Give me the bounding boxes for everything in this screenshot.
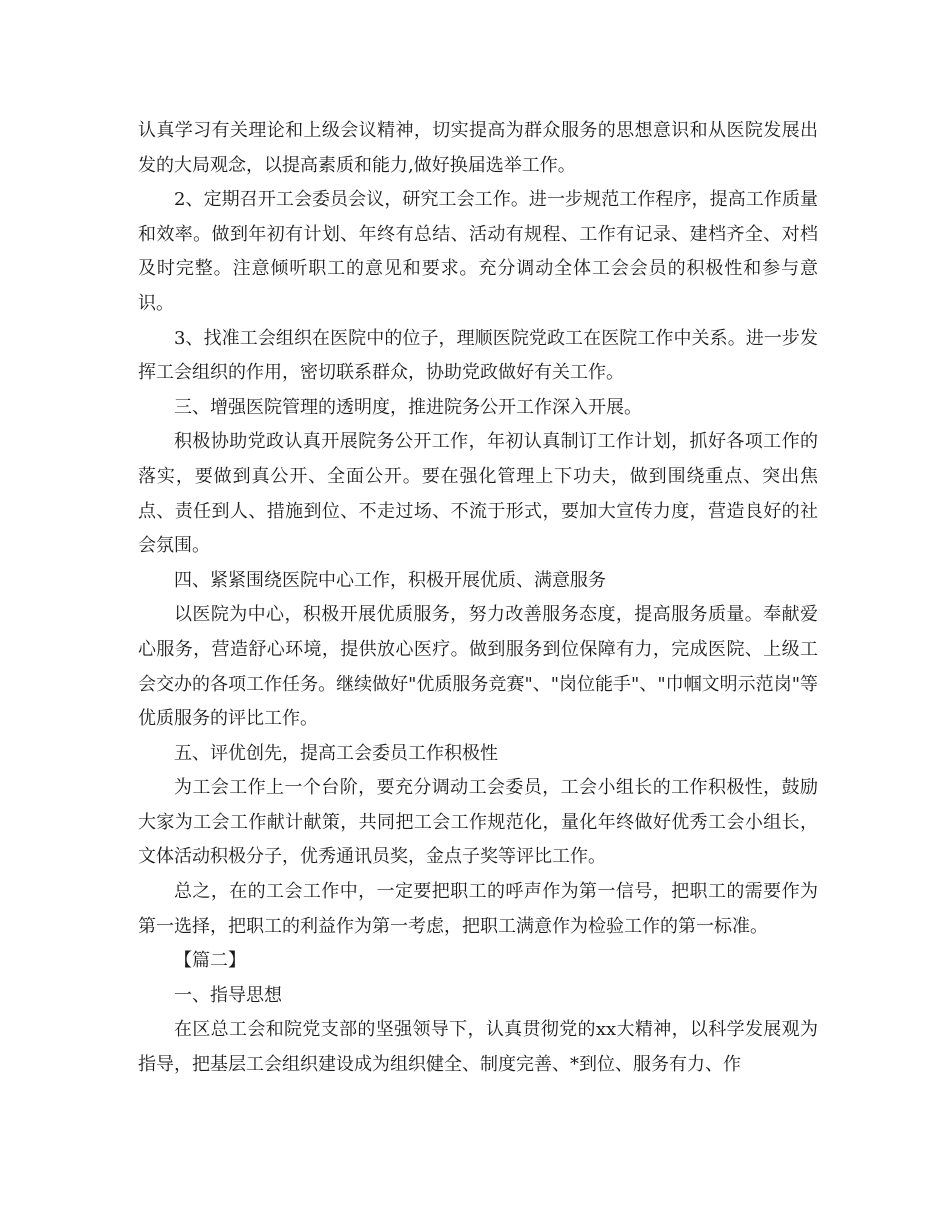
paragraph-3: 3、找准工会组织在医院中的位子，理顺医院党政工在医院工作中关系。进一步发挥工会组织的作用，密切联系群众，协助党政做好有关工作。 [138,327,818,384]
paragraph-7: 以医院为中心，积极开展优质服务，努力改善服务态度，提高服务质量。奉献爱心服务，营造舒心环境，提供放心医疗。做到服务到位保障有力，完成医院、上级工会交办的各项工作任务。继续做好"优质服务竞赛"、"岗位能手"、"巾帼文明示范岗"等优质服务的评比工作。 [138,604,818,730]
paragraph-5: 积极协助党政认真开展院务公开工作，年初认真制订工作计划，抓好各项工作的落实，要做到真公开、全面公开。要在强化管理上下功夫，做到围绕重点、突出焦点、责任到人、措施到位、不走过场、不流于形式，要加大宣传力度，营造良好的社会氛围。 [138,431,818,557]
paragraph-10: 总之，在的工会工作中，一定要把职工的呼声作为第一信号，把职工的需要作为第一选择，把职工的利益作为第一考虑，把职工满意作为检验工作的第一标准。 [138,881,818,937]
paragraph-9: 为工会工作上一个台阶，要充分调动工会委员，工会小组长的工作积极性，鼓励大家为工会工作献计献策，共同把工会工作规范化，量化年终做好优秀工会小组长，文体活动积极分子，优秀通讯员奖，金点子奖等评比工作。 [138,777,818,868]
part-two-heading: 【篇二】 [174,950,246,972]
guiding-thought-heading: 一、指导思想 [174,984,282,1006]
section-heading-3: 三、增强医院管理的透明度，推进院务公开工作深入开展。 [174,396,642,418]
document-body [138,114,818,1083]
paragraph-2: 2、定期召开工会委员会议，研究工会工作。进一步规范工作程序，提高工作质量和效率。做到年初有计划、年终有总结、活动有规程、工作有记录、建档齐全、对档及时完整。注意倾听职工的意见和要求。充分调动全体工会会员的积极性和参与意识。 [138,189,818,314]
section-heading-5: 五、评优创先，提高工会委员工作积极性 [174,742,498,764]
section-heading-4: 四、紧紧围绕医院中心工作，积极开展优质、满意服务 [174,569,606,591]
paragraph-13: 在区总工会和院党支部的坚强领导下，认真贯彻党的xx大精神，以科学发展观为指导，把基层工会组织建设成为组织健全、制度完善、*到位、服务有力、作 [138,1019,818,1076]
paragraph-1: 认真学习有关理论和上级会议精神，切实提高为群众服务的思想意识和从医院发展出发的大局观念，以提高素质和能力,做好换届选举工作。 [138,120,818,176]
